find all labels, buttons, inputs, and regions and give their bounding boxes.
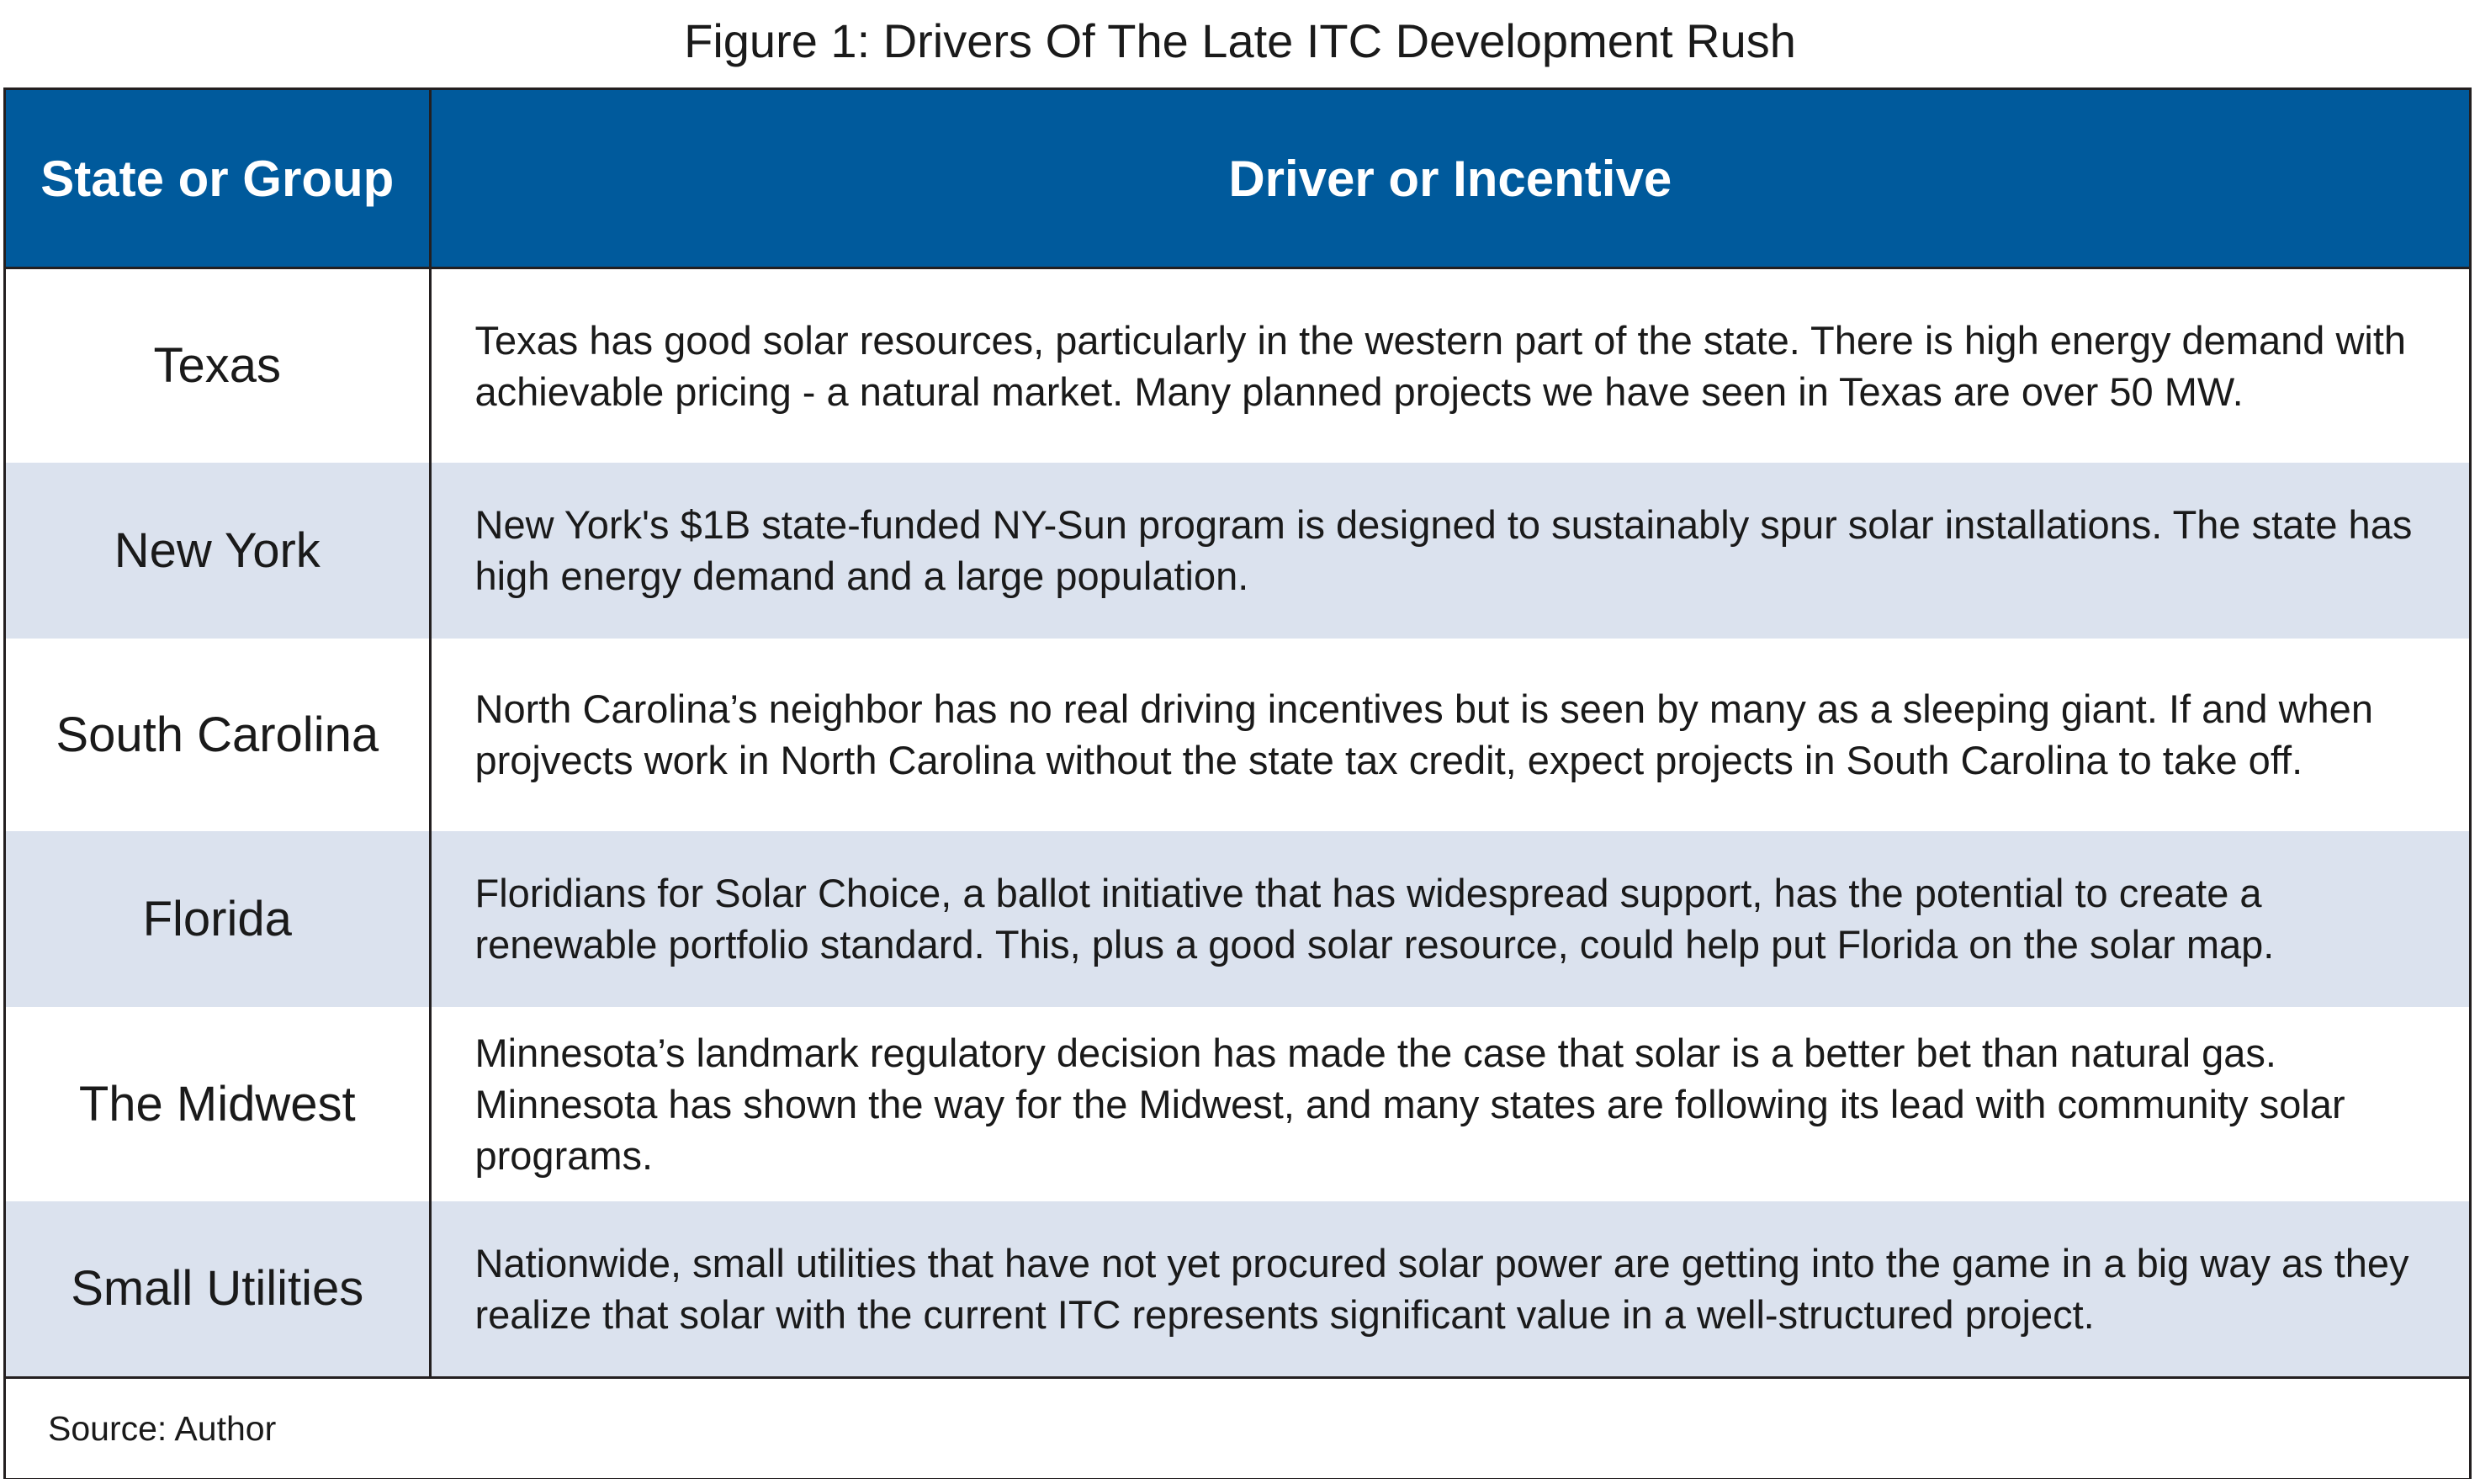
- table-row-florida: [6, 831, 2469, 1007]
- column-header-driver: Driver or Incentive: [430, 90, 2469, 268]
- table-row-south-carolina: [6, 639, 2469, 831]
- driver-cell: Minnesota’s landmark regulatory decision has made the case that solar is a better bet than natural gas. Minnesota has shown the way for the Midwest, and many states are following its lead with community solar programs.: [430, 1007, 2469, 1201]
- state-cell: The Midwest: [6, 1007, 430, 1201]
- state-cell: Small Utilities: [6, 1201, 430, 1378]
- figure-title: Figure 1: Drivers Of The Late ITC Development Rush: [684, 13, 1796, 67]
- state-cell: South Carolina: [6, 639, 430, 831]
- driver-cell: New York's $1B state-funded NY-Sun program is designed to sustainably spur solar installations. The state has high energy demand and a large population.: [430, 463, 2469, 639]
- table-row-texas: [6, 268, 2469, 463]
- driver-cell: Floridians for Solar Choice, a ballot initiative that has widespread support, has the potential to create a renewable portfolio standard. This, plus a good solar resource, could help put Florida on the solar map.: [430, 831, 2469, 1007]
- table-row-midwest: [6, 1007, 2469, 1201]
- drivers-table: [6, 90, 2469, 1478]
- driver-cell: Nationwide, small utilities that have not yet procured solar power are getting into the game in a big way as they realize that solar with the current ITC represents significant value in a well-structured project.: [430, 1201, 2469, 1378]
- table-row-small-utilities: [6, 1201, 2469, 1378]
- driver-cell: North Carolina’s neighbor has no real driving incentives but is seen by many as a sleeping giant. If and when projvects work in North Carolina without the state tax credit, expect projects in South Carolina to take off.: [430, 639, 2469, 831]
- source-note: Source: Author: [6, 1378, 2469, 1479]
- column-header-state: State or Group: [6, 90, 430, 268]
- state-cell: Florida: [6, 831, 430, 1007]
- driver-cell: Texas has good solar resources, particularly in the western part of the state. There is high energy demand with achievable pricing - a natural market. Many planned projects we have seen in Texas are over 50 MW.: [430, 268, 2469, 463]
- state-cell: Texas: [6, 268, 430, 463]
- source-row: [6, 1378, 2469, 1479]
- table-row-new-york: [6, 463, 2469, 639]
- state-cell: New York: [6, 463, 430, 639]
- table-header-row: [6, 90, 2469, 268]
- drivers-table-container: [3, 87, 2472, 1479]
